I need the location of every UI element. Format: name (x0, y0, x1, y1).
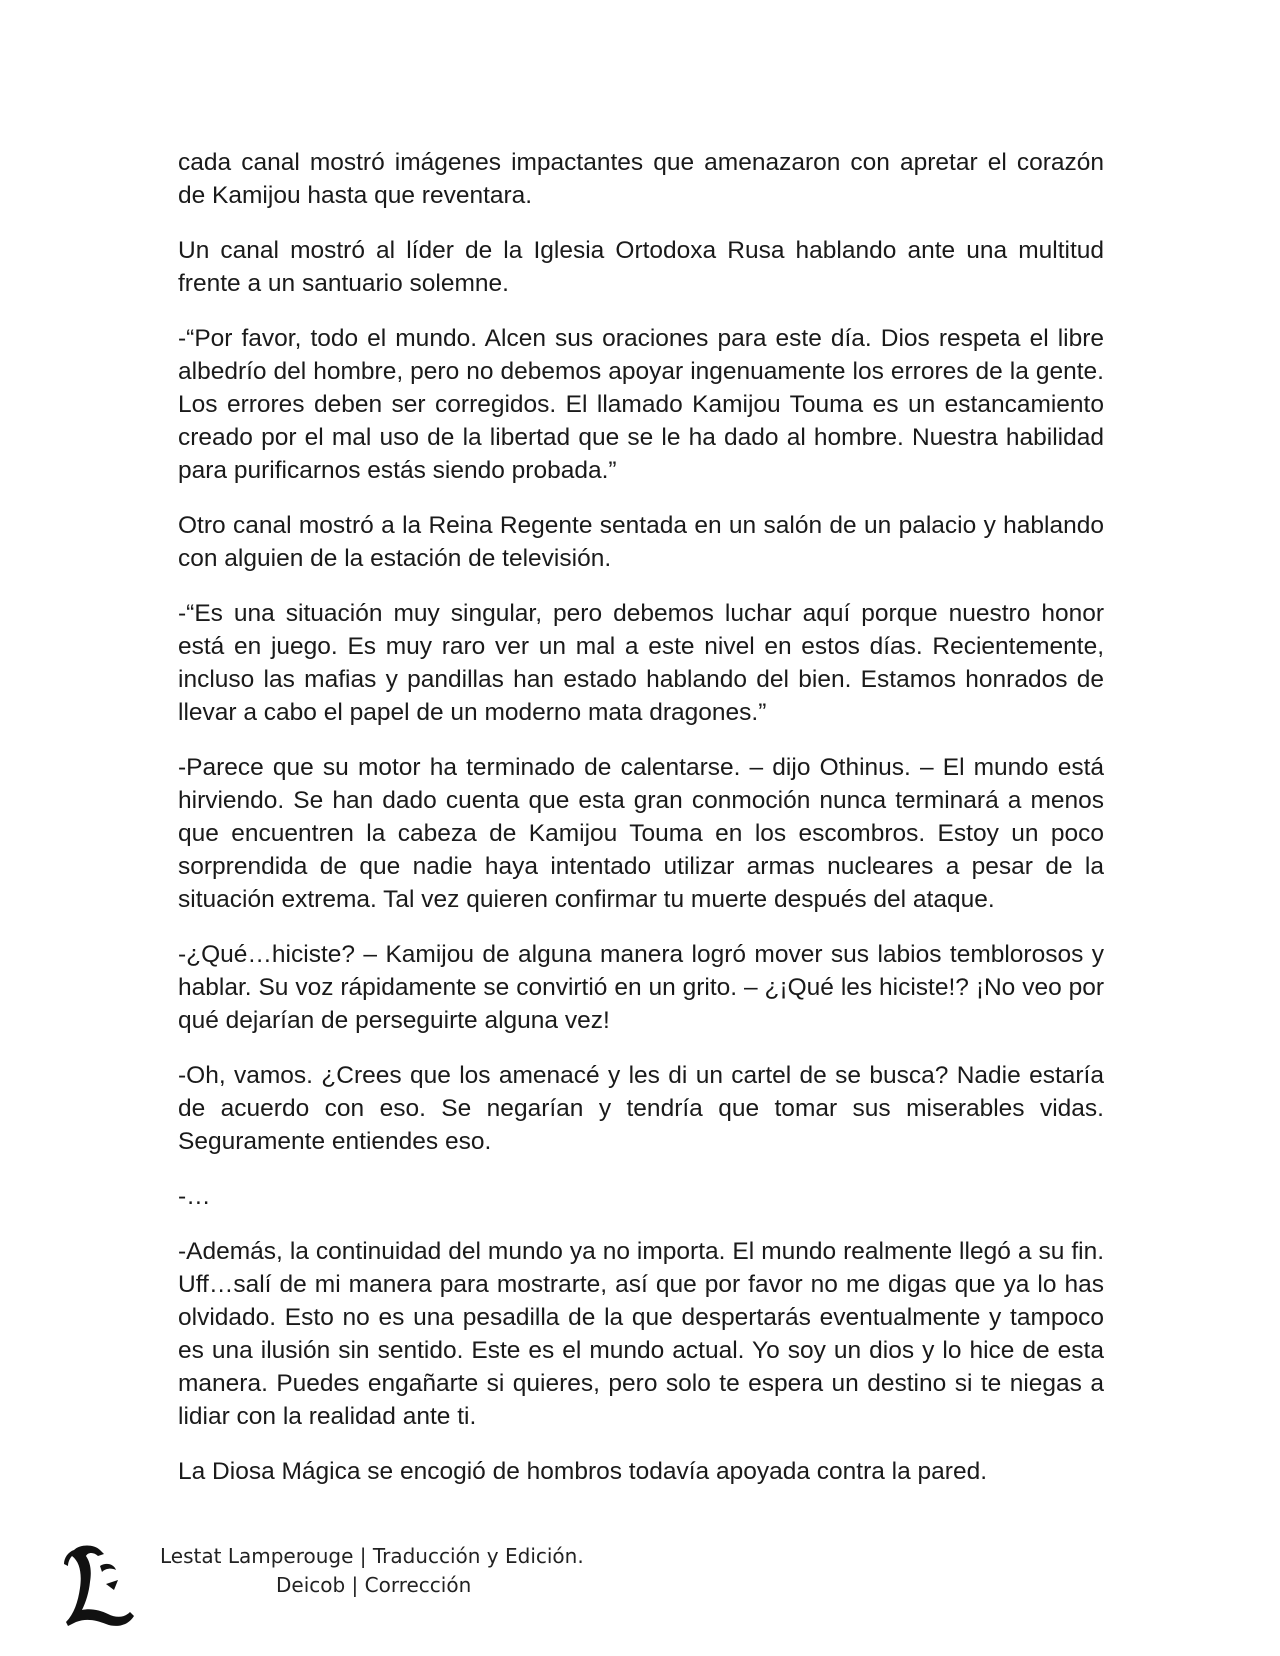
paragraph: -Además, la continuidad del mundo ya no importa. El mundo realmente llegó a su fin. Uff…salí de mi manera para mostrarte, así que por favor no me digas que ya lo has olvidado. Esto no es una pesadilla de la que despertarás eventualmente y tampoco es una ilusión sin sentido. Este es el mundo actual. Yo soy un dios y lo hice de esta manera. Puedes engañarte si quieres, pero solo te espera un destino si te niegas a lidiar con la realidad ante ti. (178, 1238, 1104, 1430)
credit-correction: Deicob | Corrección (276, 1573, 472, 1597)
paragraph: La Diosa Mágica se encogió de hombros todavía apoyada contra la pared. (178, 1458, 988, 1485)
paragraph: -¿Qué…hiciste? – Kamijou de alguna manera logró mover sus labios temblorosos y hablar. Su voz rápidamente se convirtió en un grito. – ¿¡Qué les hiciste!? ¡No veo por qué dejarían de perseguirte alguna vez! (178, 941, 1104, 1034)
paragraph: -“Por favor, todo el mundo. Alcen sus oraciones para este día. Dios respeta el libre albedrío del hombre, pero no debemos apoyar ingenuamente los errores de la gente. Los errores deben ser corregidos. El llamado Kamijou Touma es un estancamiento creado por el mal uso de la libertad que se le ha dado al hombre. Nuestra habilidad para purificarnos estás siendo probada.” (178, 325, 1104, 484)
paragraph: Un canal mostró al líder de la Iglesia Ortodoxa Rusa hablando ante una multitud frente a un santuario solemne. (178, 237, 1104, 297)
page-footer (60, 1540, 620, 1630)
paragraph: -“Es una situación muy singular, pero debemos luchar aquí porque nuestro honor está en juego. Es muy raro ver un mal a este nivel en estos días. Recientemente, incluso las mafias y pandillas han estado hablando del bien. Estamos honrados de llevar a cabo el papel de un moderno mata dragones.” (178, 600, 1104, 726)
paragraph: -Oh, vamos. ¿Crees que los amenacé y les di un cartel de se busca? Nadie estaría de acuerdo con eso. Se negarían y tendría que tomar sus miserables vidas. Seguramente entiendes eso. (178, 1062, 1104, 1155)
footer-credits (160, 1542, 584, 1600)
document-body (178, 146, 1104, 1510)
paragraph: Otro canal mostró a la Reina Regente sentada en un salón de un palacio y hablando con alguien de la estación de televisión. (178, 512, 1104, 572)
paragraph: cada canal mostró imágenes impactantes que amenazaron con apretar el corazón de Kamijou hasta que reventara. (178, 149, 1104, 209)
paragraph: -… (178, 1183, 211, 1210)
paragraph: -Parece que su motor ha terminado de calentarse. – dijo Othinus. – El mundo está hirviendo. Se han dado cuenta que esta gran conmoción nunca terminará a menos que encuentren la cabeza de Kamijou Touma en los escombros. Estoy un poco sorprendida de que nadie haya intentado utilizar armas nucleares a pesar de la situación extrema. Tal vez quieren confirmar tu muerte después del ataque. (178, 754, 1104, 913)
credit-translation: Lestat Lamperouge | Traducción y Edición. (160, 1544, 584, 1568)
gothic-letter-l-logo-icon (60, 1540, 140, 1630)
